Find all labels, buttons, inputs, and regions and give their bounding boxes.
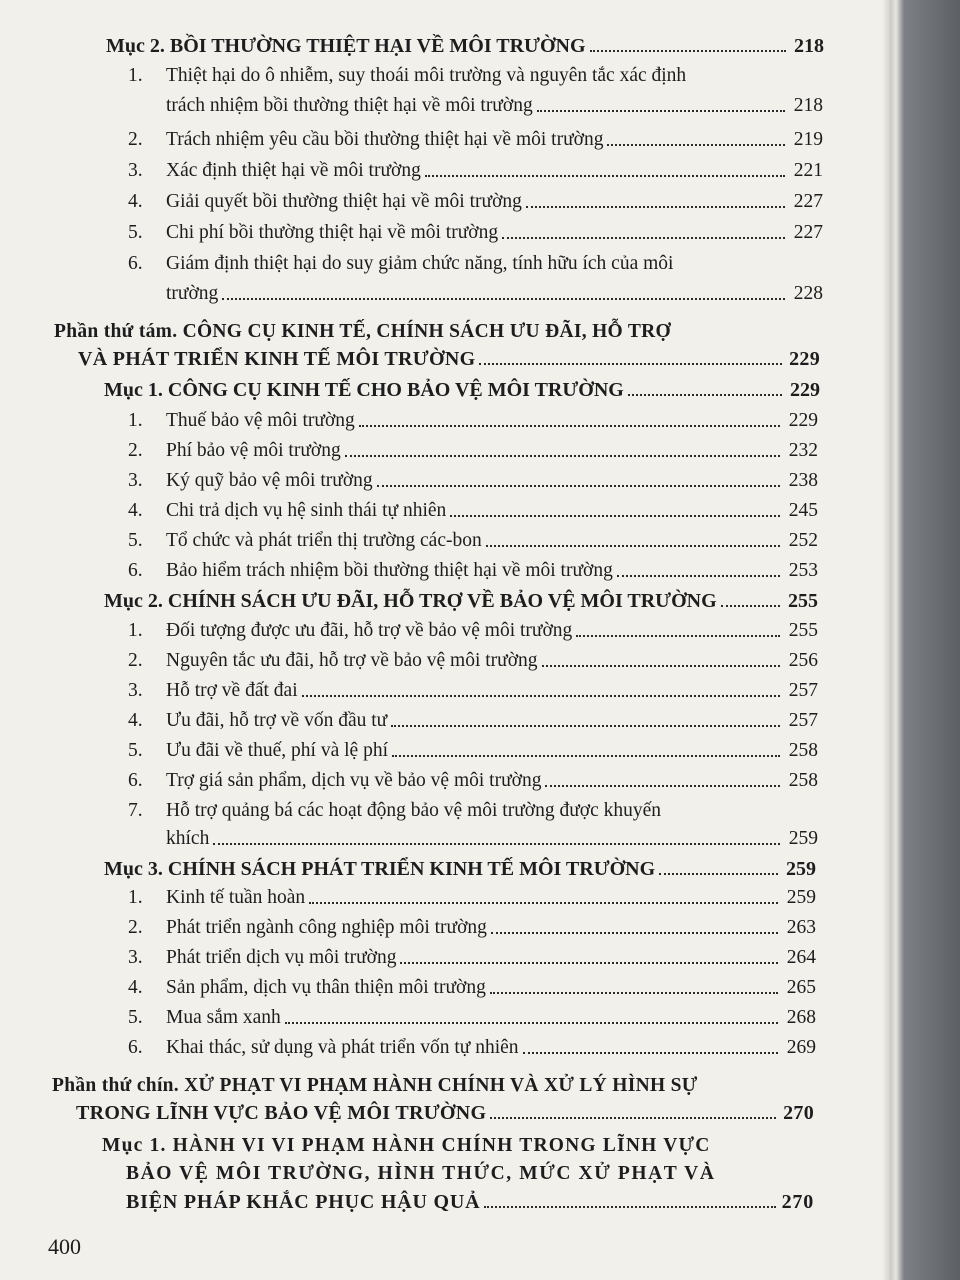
toc-label: Mục 1. CÔNG CỤ KINH TẾ CHO BẢO VỆ MÔI TRƯỜNG [104,379,624,401]
toc-page: 218 [793,95,823,116]
toc-label: Phí bảo vệ môi trường [166,440,341,461]
toc-item-continued [166,282,823,306]
toc-page: 229 [789,348,820,370]
book-page-edge [890,0,960,1280]
toc-label: Mục 3. CHÍNH SÁCH PHÁT TRIỂN KINH TẾ MÔI TRƯỜNG [104,858,656,880]
toc-item [128,221,823,245]
leader-dots [490,992,778,994]
toc-section [104,857,816,881]
leader-dots [213,843,780,845]
toc-item [128,799,818,823]
toc-label: Mục 2. BỒI THƯỜNG THIỆT HẠI VỀ MÔI TRƯỜNG [106,35,586,57]
toc-item [128,769,818,793]
toc-page: 264 [786,947,816,968]
toc-label: trường [166,283,219,304]
leader-dots [523,1052,778,1054]
toc-label: trách nhiệm bồi thường thiệt hại về môi trường [166,95,533,116]
leader-dots [659,873,778,875]
toc-page: 257 [788,680,818,701]
toc-label: Giải quyết bồi thường thiệt hại về môi trường [166,191,522,212]
leader-dots [526,206,785,208]
toc-page: 259 [786,887,816,908]
toc-number: 2. [128,440,143,461]
toc-number: 6. [128,1037,143,1058]
toc-label: Ưu đãi về thuế, phí và lệ phí [166,740,388,761]
toc-label: Giám định thiệt hại do suy giảm chức năng, tính hữu ích của môi [166,253,674,274]
toc-item [128,159,823,183]
toc-number: 5. [128,530,143,551]
toc-number: 1. [128,410,143,431]
toc-item [128,409,818,433]
toc-page: 245 [788,500,818,521]
toc-number: 3. [128,160,143,181]
toc-page: 270 [783,1102,814,1124]
toc-number: 4. [128,977,143,998]
toc-page: 258 [788,740,818,761]
leader-dots [617,575,780,577]
toc-number: 2. [128,129,143,150]
toc-page: 259 [786,858,816,880]
toc-section [104,378,820,402]
leader-dots [302,695,780,697]
toc-item [128,1006,816,1030]
toc-label: Trợ giá sản phẩm, dịch vụ về bảo vệ môi trường [166,770,542,791]
toc-page: 253 [788,560,818,581]
toc-label: BIỆN PHÁP KHẮC PHỤC HẬU QUẢ [126,1191,481,1213]
toc-label: Hỗ trợ về đất đai [166,680,298,701]
toc-page: 255 [788,590,818,612]
toc-page: 232 [788,440,818,461]
toc-item [128,499,818,523]
toc-number: 4. [128,500,143,521]
toc-page: 229 [788,410,818,431]
toc-label: khích [166,828,210,849]
toc-number: 4. [128,710,143,731]
leader-dots [537,110,785,112]
toc-label: Khai thác, sử dụng và phát triển vốn tự nhiên [166,1037,519,1058]
toc-item [128,469,818,493]
leader-dots [607,144,785,146]
leader-dots [502,237,785,239]
toc-label: Tổ chức và phát triển thị trường các-bon [166,530,482,551]
toc-label: Bảo hiểm trách nhiệm bồi thường thiệt hại về môi trường [166,560,613,581]
toc-number: 4. [128,191,143,212]
toc-page: 263 [786,917,816,938]
toc-label: Hỗ trợ quảng bá các hoạt động bảo vệ môi trường được khuyến [166,800,662,821]
toc-label: Kinh tế tuần hoàn [166,887,306,908]
toc-label: Chi phí bồi thường thiệt hại về môi trường [166,222,499,243]
toc-page: 227 [793,222,823,243]
toc-number: 1. [128,620,143,641]
toc-part-heading: Phần thứ chín. XỬ PHẠT VI PHẠM HÀNH CHÍNH VÀ XỬ LÝ HÌNH SỰ [52,1075,698,1096]
leader-dots [486,545,780,547]
leader-dots [345,455,780,457]
toc-number: 1. [128,887,143,908]
leader-dots [359,425,780,427]
leader-dots [391,725,780,727]
toc-page: 259 [788,828,818,849]
toc-item [128,64,823,88]
toc-part-heading-continued [76,1101,814,1125]
toc-item [128,559,818,583]
leader-dots [222,298,785,300]
leader-dots [450,515,780,517]
toc-page: 256 [788,650,818,671]
toc-page: 255 [788,620,818,641]
toc-part-heading-continued [78,347,820,371]
toc-number: 5. [128,1007,143,1028]
toc-label: Mua sắm xanh [166,1007,281,1028]
toc-number: 7. [128,800,143,821]
toc-section [106,34,824,58]
leader-dots [425,175,785,177]
leader-dots [479,363,782,365]
leader-dots [377,485,780,487]
leader-dots [285,1022,778,1024]
toc-label: Mục 2. CHÍNH SÁCH ƯU ĐÃI, HỖ TRỢ VỀ BẢO VỆ MÔI TRƯỜNG [104,590,717,612]
page-number: 400 [48,1234,81,1259]
toc-item [128,679,818,703]
toc-number: 6. [128,253,143,274]
toc-section [104,589,818,613]
toc-page: 228 [793,283,823,304]
toc-section-continued [126,1190,814,1214]
leader-dots [490,1117,776,1119]
toc-label: Ký quỹ bảo vệ môi trường [166,470,373,491]
toc-page: 258 [788,770,818,791]
leader-dots [576,635,780,637]
toc-item [128,649,818,673]
leader-dots [721,605,780,607]
toc-item-continued [166,94,823,118]
toc-label: Trách nhiệm yêu cầu bồi thường thiệt hại về môi trường [166,129,604,150]
toc-item [128,619,818,643]
toc-item [128,529,818,553]
toc-page: 257 [788,710,818,731]
toc-item [128,976,816,1000]
toc-item [128,709,818,733]
toc-label: Thiệt hại do ô nhiễm, suy thoái môi trường và nguyên tắc xác định [166,65,687,86]
toc-number: 5. [128,740,143,761]
toc-number: 3. [128,680,143,701]
leader-dots [590,50,786,52]
toc-item [128,190,823,214]
toc-number: 2. [128,650,143,671]
toc-item [128,886,816,910]
toc-item [128,739,818,763]
toc-item [128,946,816,970]
leader-dots [484,1206,776,1208]
toc-page: 270 [781,1191,814,1213]
toc-item [128,916,816,940]
toc-label: Nguyên tắc ưu đãi, hỗ trợ về bảo vệ môi trường [166,650,538,671]
toc-label: Chi trả dịch vụ hệ sinh thái tự nhiên [166,500,447,521]
toc-number: 5. [128,222,143,243]
toc-page: 269 [786,1037,816,1058]
leader-dots [400,962,778,964]
toc-item [128,439,818,463]
toc-page: 252 [788,530,818,551]
toc-label: Xác định thiệt hại về môi trường [166,160,421,181]
toc-part-heading: Phần thứ tám. CÔNG CỤ KINH TẾ, CHÍNH SÁCH ƯU ĐÃI, HỖ TRỢ [54,321,671,342]
toc-page: 219 [793,129,823,150]
toc-label: Phát triển ngành công nghiệp môi trường [166,917,487,938]
toc-number: 6. [128,560,143,581]
toc-item [128,252,823,276]
toc-label: Phát triển dịch vụ môi trường [166,947,397,968]
toc-item [128,1036,816,1060]
leader-dots [392,755,780,757]
toc-page: 218 [794,35,824,57]
toc-section-continued: BẢO VỆ MÔI TRƯỜNG, HÌNH THỨC, MỨC XỬ PHẠT VÀ [126,1163,716,1184]
toc-label: Sản phẩm, dịch vụ thân thiện môi trường [166,977,486,998]
toc-number: 3. [128,470,143,491]
toc-label: Thuế bảo vệ môi trường [166,410,355,431]
toc-item-continued [166,827,818,851]
toc-item [128,128,823,152]
toc-page: 221 [793,160,823,181]
toc-number: 1. [128,65,143,86]
toc-page: 265 [786,977,816,998]
leader-dots [491,932,778,934]
toc-page: 227 [793,191,823,212]
toc-number: 6. [128,770,143,791]
toc-page: 229 [790,379,820,401]
toc-label: VÀ PHÁT TRIỂN KINH TẾ MÔI TRƯỜNG [78,348,476,370]
leader-dots [545,785,780,787]
leader-dots [542,665,780,667]
toc-number: 2. [128,917,143,938]
leader-dots [628,394,782,396]
toc-label: TRONG LĨNH VỰC BẢO VỆ MÔI TRƯỜNG [76,1102,487,1124]
toc-section: Mục 1. HÀNH VI VI PHẠM HÀNH CHÍNH TRONG LĨNH VỰC [102,1135,711,1156]
toc-page: 268 [786,1007,816,1028]
toc-number: 3. [128,947,143,968]
toc-page: 238 [788,470,818,491]
leader-dots [309,902,778,904]
toc-label: Ưu đãi, hỗ trợ về vốn đầu tư [166,710,388,731]
toc-label: Đối tượng được ưu đãi, hỗ trợ về bảo vệ môi trường [166,620,573,641]
